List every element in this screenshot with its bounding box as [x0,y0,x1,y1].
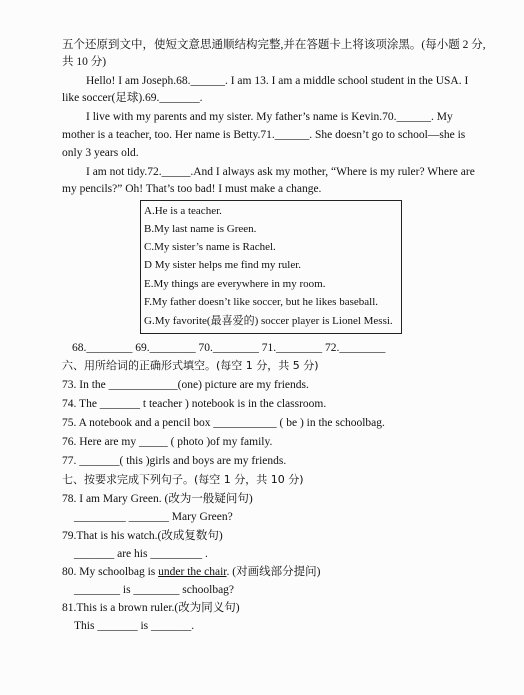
question-73: 73. In the ____________(one) picture are my friends. [62,379,309,391]
passage-p3-line2: my pencils?” Oh! That’s too bad! I must make a change. [62,183,322,195]
passage-p3-line1: I am not tidy.72._____.And I always ask my mother, “Where is my ruler? Where are [86,166,475,178]
answer-blanks-68-72: 68.________ 69.________ 70.________ 71.________ 72.________ [72,342,386,354]
section7-heading: 七、按要求完成下列句子。(每空 1 分，共 10 分) [62,473,304,486]
options-box [140,200,402,334]
section6-heading: 六、用所给词的正确形式填空。(每空 1 分，共 5 分) [62,359,319,372]
passage-p2-line3: only 3 years old. [62,147,139,159]
question-80 [62,565,320,579]
answer-80: ________ is ________ schoolbag? [74,584,235,596]
question-81: 81.This is a brown ruler.(改为同义句) [62,602,240,614]
passage-p1-line2: like soccer(足球).69._______. [62,92,203,104]
question-80-suffix: . (对画线部分提问) [226,566,321,578]
question-76: 76. Here are my _____ ( photo )of my family. [62,436,273,448]
question-80-prefix: 80. My schoolbag is [62,566,159,578]
option-d: D My sister helps me find my ruler. [144,259,302,271]
option-g: G.My favorite(最喜爱的) soccer player is Lionel Messi. [144,315,393,327]
question-79: 79.That is his watch.(改成复数句) [62,530,223,542]
passage-p1-line1: Hello! I am Joseph.68.______. I am 13. I am a middle school student in the USA. I [86,75,469,87]
option-c: C.My sister’s name is Rachel. [144,241,276,253]
question-78: 78. I am Mary Green. (改为一般疑问句) [62,493,253,505]
question-74: 74. The _______ t teacher ) notebook is in the classroom. [62,398,327,410]
option-a: A.He is a teacher. [144,205,222,217]
question-75: 75. A notebook and a pencil box ___________ ( be ) in the schoolbag. [62,417,385,429]
answer-79: _______ are his _________ . [74,548,208,560]
option-e: E.My things are everywhere in my room. [144,278,326,290]
passage-p2-line1: I live with my parents and my sister. My father’s name is Kevin.70.______. My [86,111,453,123]
section5-instruction-line1: 五个还原到文中，使短文意思通顺结构完整,并在答题卡上将该项涂黑。(每小题 2 分, [62,39,486,51]
passage-p2-line2: mother is a teacher, too. Her name is Betty.71.______. She doesn’t go to school—she is [62,129,466,141]
answer-78: _________ _______ Mary Green? [74,511,233,523]
option-f: F.My father doesn’t like soccer, but he likes baseball. [144,296,378,308]
answer-81: This _______ is _______. [74,620,195,632]
question-80-underlined: under the chair [158,566,227,578]
question-77: 77. _______( this )girls and boys are my friends. [62,455,287,467]
section5-instruction-line2: 共 10 分) [62,56,107,68]
option-b: B.My last name is Green. [144,223,257,235]
